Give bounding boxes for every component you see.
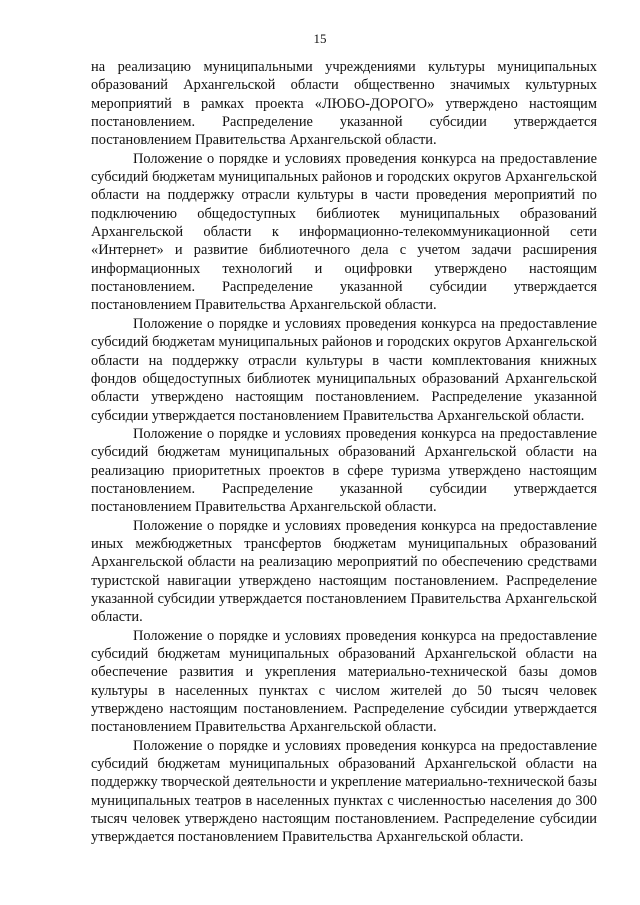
- paragraph-library-internet: Положение о порядке и условиях проведения конкурса на предоставление субсидий бюджетам муниципальных районов и городских округов Архангельской области на поддержку отрасли культуры в части проведения мероприятий по подключению общедоступных библиотек муниципальных образований Архангельской области к информационно-телекоммуникационной сети «Интернет» и развитие библиотечного дела с учетом задачи расширения информационных технологий и оцифровки утверждено настоящим постановлением. Распределение указанной субсидии утверждается постановлением Правительства Архангельской области.: [91, 150, 597, 314]
- paragraph-houses-of-culture: Положение о порядке и условиях проведения конкурса на предоставление субсидий бюджетам муниципальных образований Архангельской области на обеспечение развития и укрепления материально-технической базы домов культуры в населенных пунктах с числом жителей до 50 тысяч человек утверждено настоящим постановлением. Распределение субсидии утверждается постановлением Правительства Архангельской области.: [91, 627, 597, 736]
- paragraph-continuation: на реализацию муниципальными учреждениями культуры муниципальных образований Архангельской области общественно значимых культурных мероприятий в рамках проекта «ЛЮБО-ДОРОГО» утверждено настоящим постановлением. Распределение указанной субсидии утверждается постановлением Правительства Архангельской области.: [91, 59, 597, 149]
- paragraph-library-book-funds: Положение о порядке и условиях проведения конкурса на предоставление субсидий бюджетам муниципальных районов и городских округов Архангельской области на поддержку отрасли культуры в части комплектования книжных фондов общедоступных библиотек муниципальных образований Архангельской области утверждено настоящим постановлением. Распределение указанной субсидии утверждается постановлением Правительства Архангельской области.: [91, 315, 597, 424]
- paragraph-tourist-navigation: Положение о порядке и условиях проведения конкурса на предоставление иных межбюджетных трансфертов бюджетам муниципальных образований Архангельской области на реализацию мероприятий по обеспечению средствами туристской навигации утверждено настоящим постановлением. Распределение указанной субсидии утверждается постановлением Правительства Архангельской области.: [91, 517, 597, 626]
- document-body: [91, 58, 597, 847]
- paragraph-tourism-projects: Положение о порядке и условиях проведения конкурса на предоставление субсидий бюджетам муниципальных образований Архангельской области на реализацию приоритетных проектов в сфере туризма утверждено настоящим постановлением. Распределение указанной субсидии утверждается постановлением Правительства Архангельской области.: [91, 425, 597, 516]
- paragraph-municipal-theatres: Положение о порядке и условиях проведения конкурса на предоставление субсидий бюджетам муниципальных образований Архангельской области на поддержку творческой деятельности и укрепление материально-технической базы муниципальных театров в населенных пунктах с численностью населения до 300 тысяч человек утверждено настоящим постановлением. Распределение субсидии утверждается постановлением Правительства Архангельской области.: [91, 737, 597, 846]
- page-number: 15: [313, 31, 327, 46]
